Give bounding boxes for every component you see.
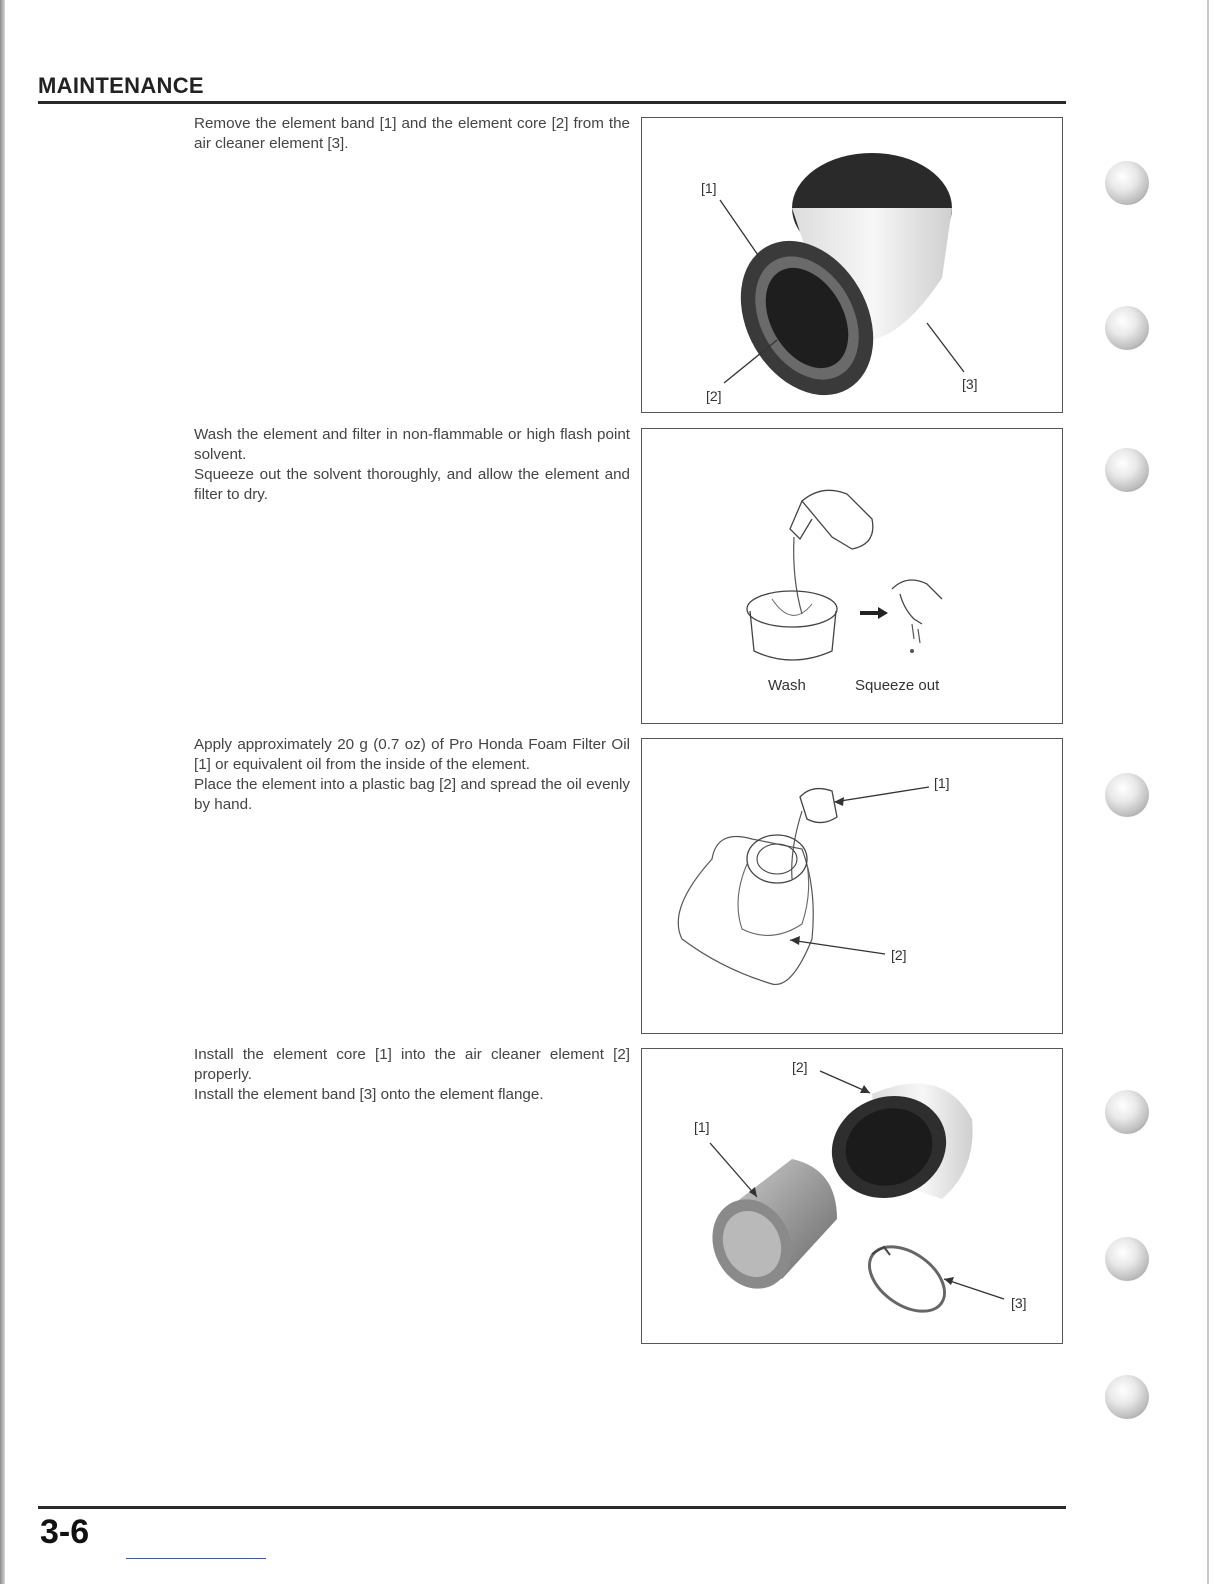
- header-rule: [38, 101, 1066, 104]
- step-1-paragraph-1: Remove the element band [1] and the element core [2] from the air cleaner element [3].: [194, 115, 630, 152]
- binder-hole-icon: [1105, 448, 1149, 492]
- step-2-paragraph-2: Squeeze out the solvent thoroughly, and allow the element and filter to dry.: [194, 466, 630, 503]
- apply-oil-illustration: [642, 739, 1063, 1034]
- binder-hole-icon: [1105, 1375, 1149, 1419]
- step-1-text: [194, 114, 630, 154]
- binder-hole-icon: [1105, 306, 1149, 350]
- figure-wash-squeeze: [641, 428, 1063, 724]
- page-right-edge: [1207, 0, 1209, 1584]
- callout-foam-filter-oil: [1]: [934, 775, 950, 791]
- binder-hole-icon: [1105, 1090, 1149, 1134]
- page-number: 3-6: [40, 1513, 90, 1551]
- footer-rule: [38, 1506, 1066, 1509]
- caption-wash: Wash: [768, 677, 806, 694]
- air-cleaner-element-illustration: [642, 118, 1063, 413]
- caption-squeeze-out: Squeeze out: [855, 677, 940, 694]
- wash-squeeze-illustration: [642, 429, 1063, 724]
- figure-remove-band-core: [641, 117, 1063, 413]
- install-core-band-illustration: [642, 1049, 1063, 1344]
- callout-air-cleaner-element: [2]: [792, 1059, 808, 1075]
- binder-hole-icon: [1105, 161, 1149, 205]
- section-heading: MAINTENANCE: [38, 73, 204, 98]
- callout-air-cleaner-element: [3]: [962, 376, 978, 392]
- step-2-paragraph-1: Wash the element and filter in non-flammable or high flash point solvent.: [194, 426, 630, 463]
- step-3-paragraph-2: Place the element into a plastic bag [2] and spread the oil evenly by hand.: [194, 776, 630, 813]
- binder-hole-icon: [1105, 1237, 1149, 1281]
- callout-element-band: [1]: [701, 180, 717, 196]
- binder-hole-icon: [1105, 773, 1149, 817]
- callout-plastic-bag: [2]: [891, 947, 907, 963]
- page-left-edge: [0, 0, 5, 1584]
- step-3-text: [194, 735, 630, 815]
- step-4-paragraph-1: Install the element core [1] into the air cleaner element [2] properly.: [194, 1046, 630, 1083]
- step-4-text: [194, 1045, 630, 1105]
- step-2-text: [194, 425, 630, 505]
- footer-link-underline: [126, 1558, 266, 1559]
- figure-apply-oil: [641, 738, 1063, 1034]
- callout-element-band: [3]: [1011, 1295, 1027, 1311]
- callout-element-core: [2]: [706, 388, 722, 404]
- step-3-paragraph-1: Apply approximately 20 g (0.7 oz) of Pro Honda Foam Filter Oil [1] or equivalent oil from the inside of the element.: [194, 736, 630, 773]
- callout-element-core: [1]: [694, 1119, 710, 1135]
- figure-install-core-band: [641, 1048, 1063, 1344]
- step-4-paragraph-2: Install the element band [3] onto the element flange.: [194, 1086, 544, 1103]
